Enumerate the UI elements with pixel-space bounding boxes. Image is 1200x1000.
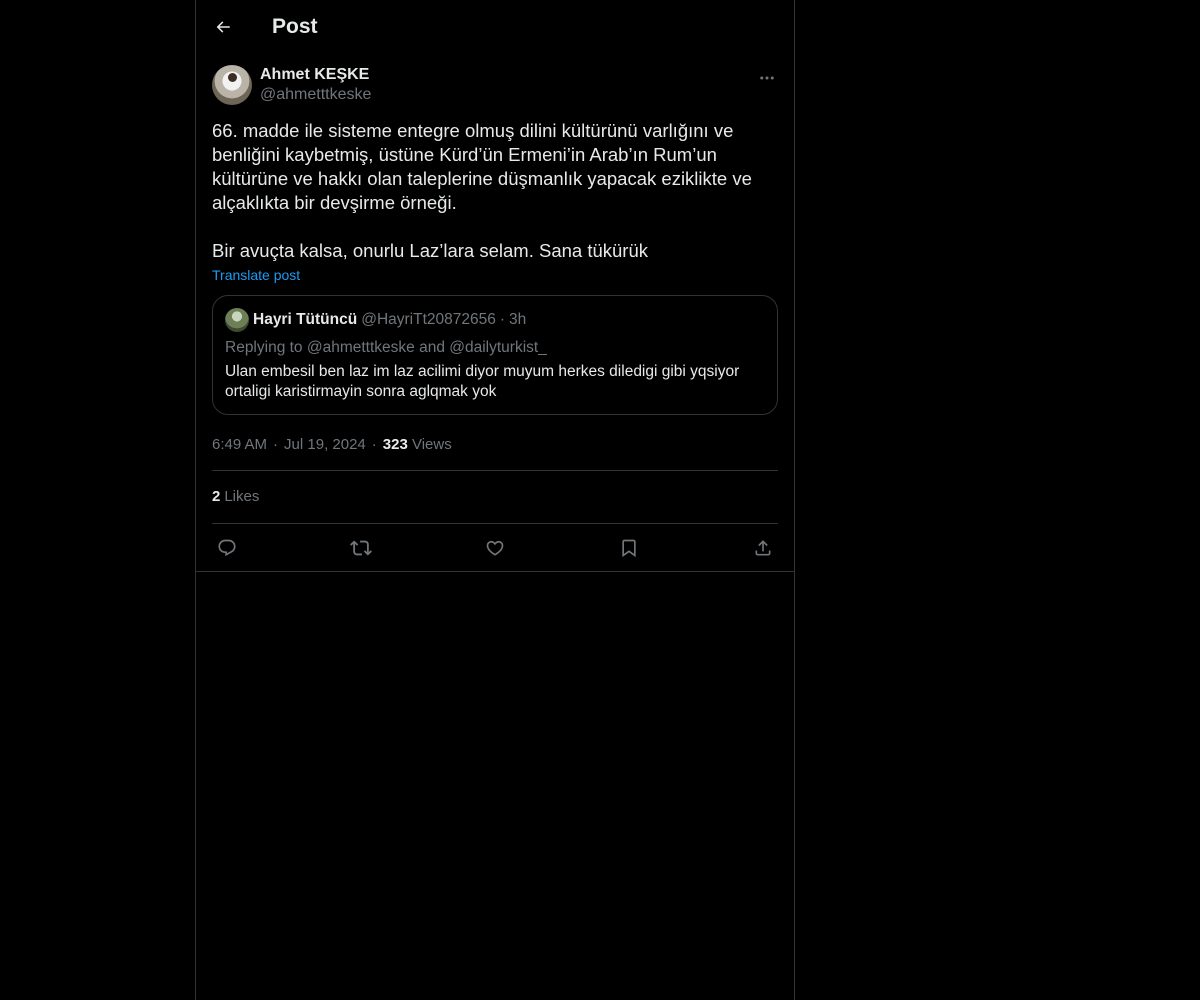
post-time[interactable]: 6:49 AM bbox=[212, 436, 268, 453]
back-button[interactable] bbox=[206, 10, 240, 44]
post-meta bbox=[212, 435, 778, 471]
page-title: Post bbox=[272, 14, 318, 38]
heart-icon bbox=[485, 538, 505, 558]
views-label: Views bbox=[411, 436, 452, 453]
repost-icon bbox=[350, 537, 372, 559]
main-post bbox=[196, 53, 794, 572]
quoted-author-avatar bbox=[225, 308, 249, 332]
translate-post-link[interactable]: Translate post bbox=[212, 267, 301, 283]
page-header bbox=[196, 0, 794, 53]
quoted-post-header bbox=[225, 308, 765, 332]
quoted-time: 3h bbox=[509, 311, 527, 328]
meta-separator: · bbox=[371, 436, 377, 453]
post-date[interactable]: Jul 19, 2024 bbox=[284, 436, 366, 453]
bookmark-icon bbox=[619, 538, 639, 558]
quoted-separator: · bbox=[499, 311, 506, 328]
views-count: 323 bbox=[382, 436, 408, 453]
reply-icon bbox=[217, 538, 237, 558]
quoted-post-card[interactable] bbox=[212, 295, 778, 415]
quoted-author-name: Hayri Tütüncü bbox=[253, 311, 358, 328]
arrow-left-icon bbox=[214, 18, 232, 36]
post-author-row bbox=[212, 53, 778, 105]
like-button[interactable] bbox=[484, 537, 506, 559]
bookmark-button[interactable] bbox=[618, 537, 640, 559]
likes-row[interactable] bbox=[212, 471, 778, 524]
post-column bbox=[195, 0, 795, 1000]
author-names bbox=[260, 65, 371, 105]
more-options-button[interactable] bbox=[756, 67, 778, 89]
more-horizontal-icon bbox=[758, 69, 776, 87]
quoted-author-handle: @HayriTt20872656 bbox=[361, 311, 496, 328]
replying-to-line: Replying to @ahmetttkeske and @dailyturkist_ bbox=[225, 339, 547, 356]
likes-label: Likes bbox=[224, 488, 260, 505]
post-actions-bar bbox=[196, 524, 794, 572]
repost-button[interactable] bbox=[350, 537, 372, 559]
share-button[interactable] bbox=[752, 537, 774, 559]
post-text: 66. madde ile sisteme entegre olmuş dilini kültürünü varlığını ve benliğini kaybetmiş, üstüne Kürd’ün Ermeni’in Arab’ın Rum’un kültürüne ve hakkı olan taleplerine düşmanlık yapacak eziklikte ve alçaklıkta bir devşirme örneği. Bir avuçta kalsa, onurlu Laz’lara selam. Sana tükürük bbox=[212, 120, 752, 261]
author-display-name[interactable]: Ahmet KEŞKE bbox=[260, 66, 370, 83]
quoted-post-text: Ulan embesil ben laz im laz acilimi diyor muyum herkes diledigi gibi yqsiyor ortaligi karistirmayin sonra aglqmak yok bbox=[225, 363, 740, 400]
author-handle[interactable]: @ahmetttkeske bbox=[260, 86, 372, 103]
likes-count: 2 bbox=[212, 488, 221, 505]
author-avatar[interactable] bbox=[212, 65, 252, 105]
share-icon bbox=[753, 538, 773, 558]
meta-separator: · bbox=[273, 436, 279, 453]
reply-button[interactable] bbox=[216, 537, 238, 559]
